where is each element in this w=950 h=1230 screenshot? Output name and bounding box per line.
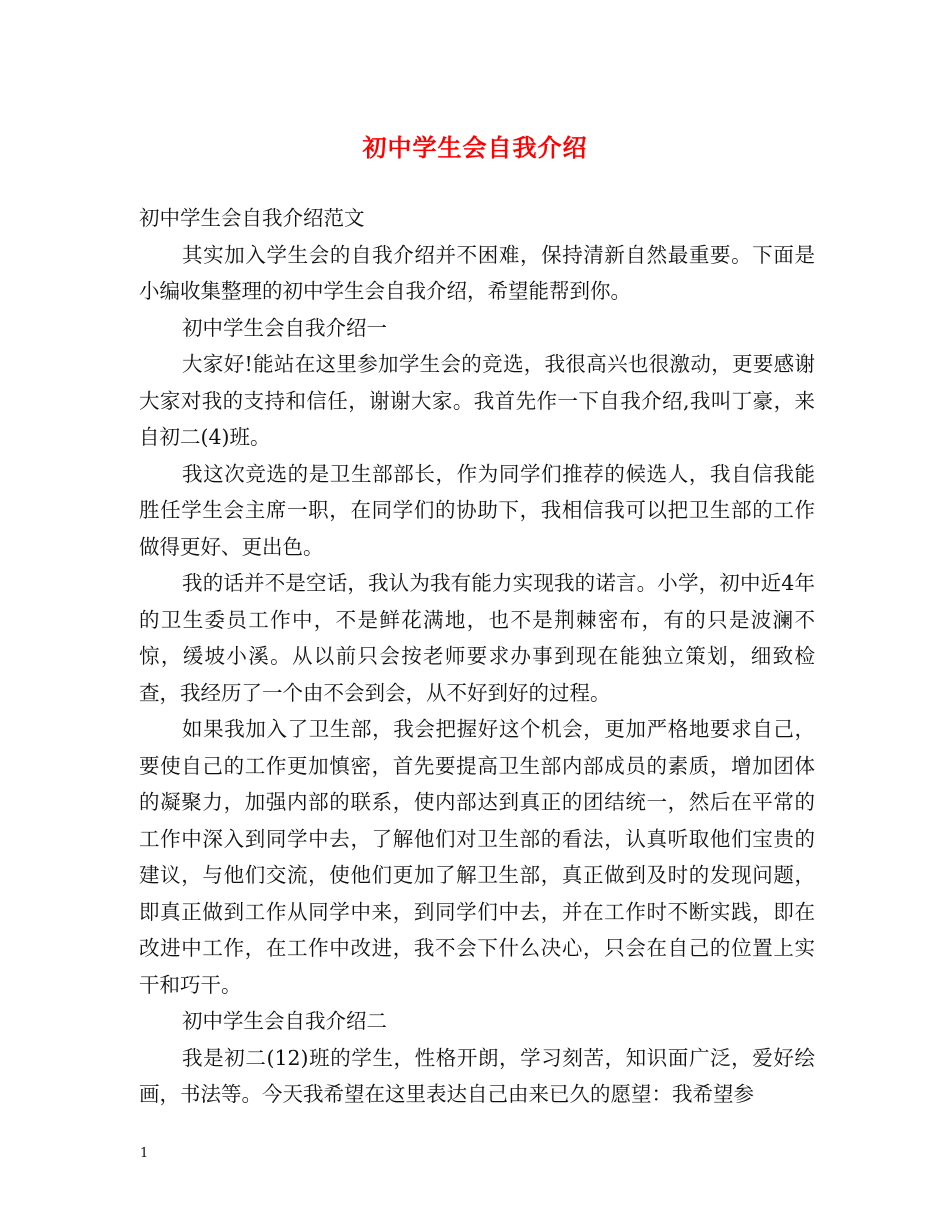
paragraph: 我是初二(12)班的学生，性格开朗，学习刻苦，知识面广泛，爱好绘画，书法等。今天我希望在这里表达自己由来已久的愿望：我希望参: [139, 1045, 815, 1106]
document-body: [139, 200, 815, 1113]
paragraph: 大家好!能站在这里参加学生会的竞选，我很高兴也很激动，更要感谢大家对我的支持和信任，谢谢大家。我首先作一下自我介绍,我叫丁豪，来自初二(4)班。: [139, 352, 815, 449]
section-heading: 初中学生会自我介绍二: [182, 1009, 388, 1033]
paragraph: 我这次竞选的是卫生部部长，作为同学们推荐的候选人，我自信我能胜任学生会主席一职，在同学们的协助下，我相信我可以把卫生部的工作做得更好、更出色。: [139, 461, 815, 559]
document-title: 初中学生会自我介绍: [362, 133, 588, 162]
paragraph: 初中学生会自我介绍范文: [139, 206, 365, 230]
paragraph: 我的话并不是空话，我认为我有能力实现我的诺言。小学，初中近4年的卫生委员工作中，不是鲜花满地，也不是荆棘密布，有的只是波澜不惊，缓坡小溪。从以前只会按老师要求办事到现在能独立策划，细致检查，我经历了一个由不会到会，从不好到好的过程。: [139, 571, 815, 705]
section-heading: 初中学生会自我介绍一: [182, 315, 388, 340]
paragraph: 其实加入学生会的自我介绍并不困难，保持清新自然最重要。下面是小编收集整理的初中学生会自我介绍，希望能帮到你。: [139, 242, 815, 303]
paragraph: 如果我加入了卫生部，我会把握好这个机会，更加严格地要求自己，要使自己的工作更加慎密，首先要提高卫生部内部成员的素质，增加团体的凝聚力，加强内部的联系，使内部达到真正的团结统一，然后在平常的工作中深入到同学中去，了解他们对卫生部的看法，认真听取他们宝贵的建议，与他们交流，使他们更加了解卫生部，真正做到及时的发现问题，即真正做到工作从同学中来，到同学们中去，并在工作时不断实践，即在改进中工作，在工作中改进，我不会下什么决心，只会在自己的位置上实干和巧干。: [139, 717, 815, 997]
page-number: 1: [140, 1146, 149, 1161]
